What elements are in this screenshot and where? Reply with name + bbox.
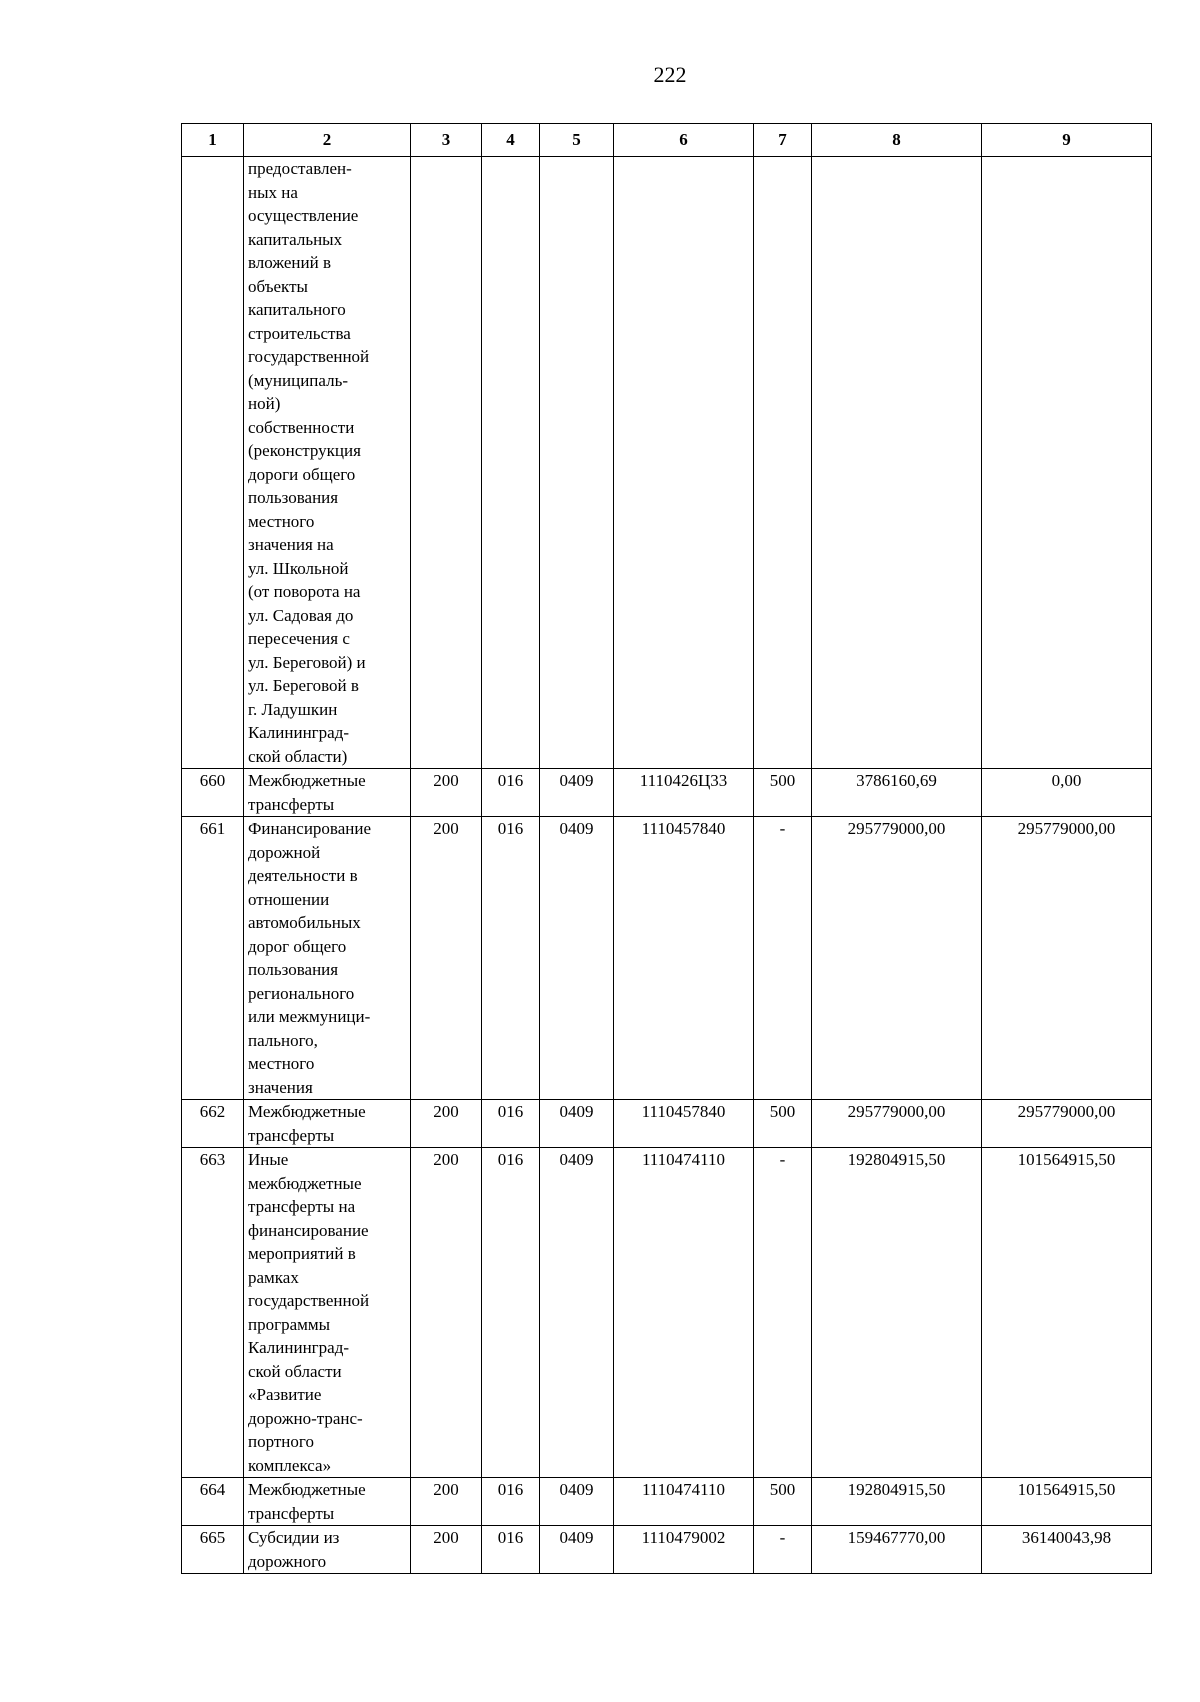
row-number [182, 157, 244, 769]
row-name-line: ской области) [248, 746, 348, 766]
row-number: 663 [182, 1148, 244, 1478]
amount-col-8: 192804915,50 [812, 1478, 982, 1526]
row-name-line: Калининград- [248, 723, 350, 742]
row-name-line: государственной [248, 347, 370, 366]
row-name-line: пального, [248, 1030, 318, 1050]
code-col-5 [540, 157, 614, 769]
code-col-3: 200 [411, 1526, 482, 1574]
amount-col-8: 3786160,69 [812, 769, 982, 817]
row-name-line: капитального [248, 300, 346, 319]
row-name-line: автомобильных [248, 913, 361, 932]
row-name-line: программы [248, 1314, 331, 1334]
code-col-5: 0409 [540, 1526, 614, 1574]
row-name-line: дороги общего [248, 464, 356, 484]
row-name-line: собственности [248, 417, 355, 437]
row-name-line: местного [248, 511, 315, 531]
column-header-1: 1 [182, 124, 244, 157]
budget-table [181, 123, 1152, 1574]
row-name-line: (от поворота на [248, 582, 361, 601]
row-name-line: финансирование [248, 1220, 369, 1240]
row-name-line: строительства [248, 323, 351, 343]
row-name-line: дорожного [248, 1551, 327, 1571]
row-name-line: ных на [248, 182, 298, 202]
code-col-6: 1110426Ц33 [614, 769, 754, 817]
row-name [244, 1526, 411, 1574]
header-row [182, 124, 1152, 157]
row-name [244, 769, 411, 817]
row-name-line: значения [248, 1077, 313, 1097]
column-header-8: 8 [812, 124, 982, 157]
amount-col-9 [982, 157, 1152, 769]
code-col-6: 1110474110 [614, 1148, 754, 1478]
code-col-3: 200 [411, 1148, 482, 1478]
table-row [182, 1526, 1152, 1574]
amount-col-8: 295779000,00 [812, 817, 982, 1100]
row-name-line: пересечения с [248, 629, 350, 648]
row-name-line: или межмуници- [248, 1007, 371, 1026]
code-col-5: 0409 [540, 769, 614, 817]
row-number: 665 [182, 1526, 244, 1574]
amount-col-9: 101564915,50 [982, 1478, 1152, 1526]
row-number: 660 [182, 769, 244, 817]
row-name-line: капитальных [248, 229, 343, 249]
table-row [182, 157, 1152, 769]
row-name-line: Субсидии из [248, 1528, 340, 1547]
table-row [182, 1100, 1152, 1148]
code-col-3: 200 [411, 769, 482, 817]
row-name-line: ной) [248, 394, 281, 413]
code-col-3 [411, 157, 482, 769]
row-name-line: ул. Береговой) и [248, 652, 366, 672]
row-number: 661 [182, 817, 244, 1100]
row-name-line: трансферты [248, 1125, 335, 1145]
row-name-line: ул. Береговой в [248, 676, 359, 695]
amount-col-8 [812, 157, 982, 769]
code-col-4: 016 [482, 769, 540, 817]
code-col-7: 500 [754, 769, 812, 817]
code-col-5: 0409 [540, 817, 614, 1100]
code-col-6: 1110457840 [614, 817, 754, 1100]
column-header-9: 9 [982, 124, 1152, 157]
row-name [244, 817, 411, 1100]
amount-col-9: 101564915,50 [982, 1148, 1152, 1478]
row-name [244, 1100, 411, 1148]
table-row [182, 817, 1152, 1100]
column-header-4: 4 [482, 124, 540, 157]
code-col-7: - [754, 817, 812, 1100]
amount-col-9: 36140043,98 [982, 1526, 1152, 1574]
row-name-line: вложений в [248, 253, 331, 272]
row-name-line: Межбюджетные [248, 771, 366, 790]
row-name-line: Межбюджетные [248, 1102, 366, 1121]
row-name-line: отношении [248, 889, 330, 909]
code-col-6: 1110457840 [614, 1100, 754, 1148]
row-name-line: осуществление [248, 206, 359, 225]
row-name-line: предоставлен- [248, 159, 352, 178]
code-col-4: 016 [482, 1478, 540, 1526]
row-name-line: (муниципаль- [248, 370, 348, 390]
row-name-line: «Развитие [248, 1385, 322, 1404]
row-name-line: мероприятий в [248, 1244, 356, 1263]
row-name-line: регионального [248, 983, 355, 1003]
row-name-line: межбюджетные [248, 1173, 362, 1193]
column-header-7: 7 [754, 124, 812, 157]
table-row [182, 769, 1152, 817]
code-col-7: - [754, 1148, 812, 1478]
row-name-line: ской области [248, 1361, 342, 1381]
row-name-line: трансферты [248, 1503, 335, 1523]
row-name-line: значения на [248, 535, 334, 554]
column-header-2: 2 [244, 124, 411, 157]
code-col-7: 500 [754, 1478, 812, 1526]
code-col-6: 1110479002 [614, 1526, 754, 1574]
table-row [182, 1148, 1152, 1478]
code-col-4: 016 [482, 1526, 540, 1574]
table-body [182, 157, 1152, 1574]
code-col-5: 0409 [540, 1478, 614, 1526]
code-col-5: 0409 [540, 1148, 614, 1478]
row-name-line: пользования [248, 960, 339, 979]
row-name-line: г. Ладушкин [248, 699, 338, 719]
row-number: 662 [182, 1100, 244, 1148]
amount-col-9: 0,00 [982, 769, 1152, 817]
row-name [244, 1478, 411, 1526]
code-col-7: 500 [754, 1100, 812, 1148]
code-col-4 [482, 157, 540, 769]
row-number: 664 [182, 1478, 244, 1526]
row-name-line: ул. Школьной [248, 558, 349, 578]
row-name-line: дорог общего [248, 936, 347, 956]
row-name-line: ул. Садовая до [248, 605, 354, 625]
code-col-4: 016 [482, 817, 540, 1100]
code-col-7 [754, 157, 812, 769]
row-name-line: деятельности в [248, 866, 358, 885]
code-col-3: 200 [411, 817, 482, 1100]
row-name-line: (реконструкция [248, 441, 361, 460]
code-col-3: 200 [411, 1100, 482, 1148]
row-name-line: пользования [248, 488, 339, 507]
amount-col-9: 295779000,00 [982, 817, 1152, 1100]
column-header-5: 5 [540, 124, 614, 157]
row-name-line: трансферты [248, 794, 335, 814]
amount-col-8: 295779000,00 [812, 1100, 982, 1148]
row-name-line: Калининград- [248, 1338, 350, 1357]
column-header-6: 6 [614, 124, 754, 157]
code-col-7: - [754, 1526, 812, 1574]
row-name-line: Межбюджетные [248, 1480, 366, 1499]
row-name-line: местного [248, 1054, 315, 1073]
row-name-line: дорожной [248, 842, 321, 862]
amount-col-9: 295779000,00 [982, 1100, 1152, 1148]
row-name-line: Иные [248, 1150, 289, 1169]
code-col-6 [614, 157, 754, 769]
code-col-5: 0409 [540, 1100, 614, 1148]
row-name-line: рамках [248, 1267, 299, 1287]
code-col-6: 1110474110 [614, 1478, 754, 1526]
column-header-3: 3 [411, 124, 482, 157]
code-col-3: 200 [411, 1478, 482, 1526]
row-name-line: объекты [248, 276, 308, 296]
table-row [182, 1478, 1152, 1526]
row-name-line: Финансирование [248, 819, 372, 838]
row-name-line: трансферты на [248, 1197, 356, 1216]
row-name-line: комплекса» [248, 1455, 332, 1475]
row-name [244, 157, 411, 769]
row-name-line: государственной [248, 1291, 370, 1310]
amount-col-8: 159467770,00 [812, 1526, 982, 1574]
code-col-4: 016 [482, 1100, 540, 1148]
row-name [244, 1148, 411, 1478]
code-col-4: 016 [482, 1148, 540, 1478]
row-name-line: дорожно-транс- [248, 1408, 363, 1428]
page-number: 222 [653, 62, 687, 87]
row-name-line: портного [248, 1432, 314, 1451]
amount-col-8: 192804915,50 [812, 1148, 982, 1478]
